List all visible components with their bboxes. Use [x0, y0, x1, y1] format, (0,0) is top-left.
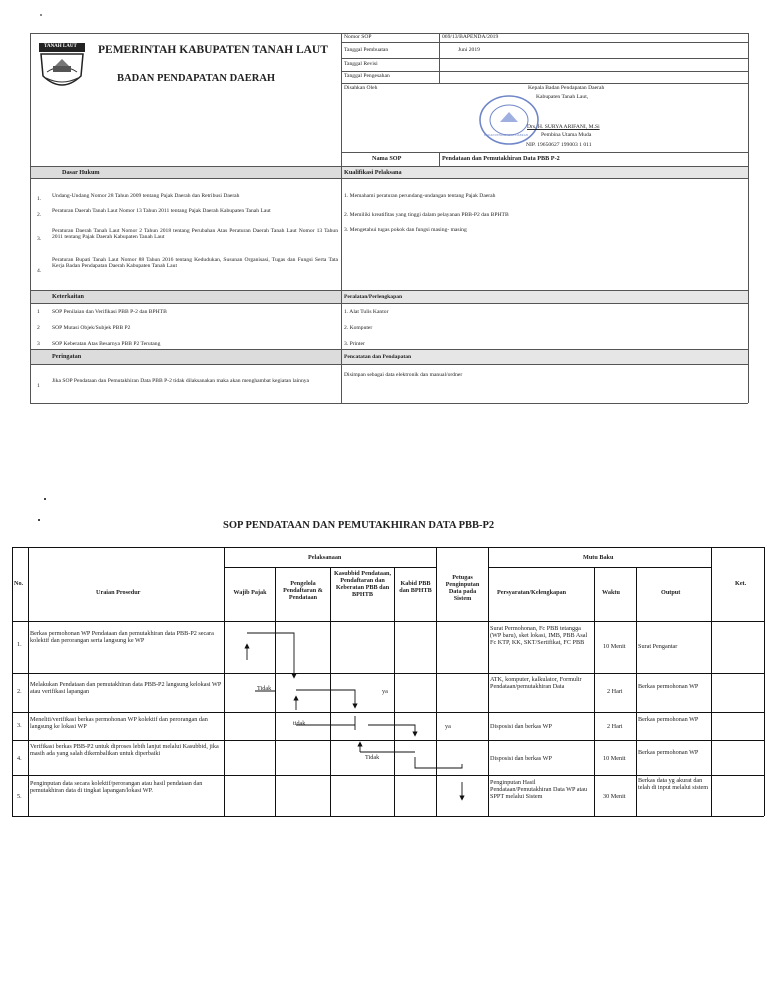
flow-label-ya: ya — [382, 688, 388, 695]
row-waktu: 2 Hari — [607, 688, 623, 695]
dasar-hukum-label: Dasar Hukum — [62, 169, 100, 176]
procedure-title: SOP PENDATAAN DAN PEMUTAKHIRAN DATA PBB-P2 — [223, 520, 495, 531]
flow-arrow — [368, 725, 415, 734]
row-output: Berkas permohonan WP — [638, 716, 699, 723]
peringatan-no: 1 — [37, 383, 40, 389]
row-waktu: 2 Hari — [607, 723, 623, 730]
peringatan-label: Peringatan — [52, 353, 82, 360]
tgl-pembuatan-value: Juni 2019 — [458, 47, 480, 53]
signer-name: Drs. H. SURYA ARIFANI, M.Si — [527, 124, 600, 130]
pencatatan-item: Disimpan sebagai data elektronik dan manual/ordner — [344, 372, 463, 378]
flow-label-tidak: Tidak — [365, 754, 380, 761]
row-uraian: Meneliti/verifikasi berkas permohonan WP kolektif dan perorangan dan langsung ke lokasi WP — [30, 716, 208, 731]
row-waktu: 10 Menit — [603, 643, 626, 650]
header-wajib-pajak: Wajib Pajak — [233, 589, 267, 596]
header-kabid: Kabid PBB dan BPHTB — [399, 580, 432, 595]
row-no: 4. — [17, 755, 22, 762]
header-no: No. — [14, 580, 24, 587]
agency-title: BADAN PENDAPATAN DAERAH — [117, 73, 276, 84]
flow-arrow — [296, 690, 355, 706]
row-no: 2. — [17, 688, 22, 695]
flow-arrow — [415, 757, 462, 768]
signer-title-1: Kepala Badan Pendapatan Daerah — [528, 85, 605, 91]
peralatan-item: 1. Alat Tulis Kantor — [344, 309, 389, 315]
row-output: Berkas permohonan WP — [638, 683, 699, 690]
header-output: Output — [661, 589, 681, 596]
nama-sop-label: Nama SOP — [372, 155, 402, 162]
row-waktu: 10 Menit — [603, 755, 626, 762]
peralatan-item: 3. Printer — [344, 341, 365, 347]
flow-label-tidak: tidak — [293, 720, 306, 727]
row-persyaratan: Penginputan Hasil Pendataan/Pemutakhiran Data WP atau SPPT melalui Sistem — [490, 779, 588, 801]
row-output: Surat Pengantar — [638, 643, 678, 650]
row-persyaratan: Surat Permohonan, Fc PBB tetangga (WP baru), sket lokasi, IMB, PBB Asal Fc KTP, KK, SKT/Sertifikat, FC PBB — [490, 625, 588, 647]
peringatan-item: Jika SOP Pendataan dan Pemutakhiran Data PBB P-2 tidak dilaksanakan maka akan menghambat kegiatan lainnya — [52, 378, 310, 384]
row-output: Berkas data yg akurat dan telah di input melalui sistem — [638, 777, 709, 792]
kualifikasi-item: 2. Memiliki kreatifitas yang tinggi dalam pelayanan PBB-P2 dan BPHTB — [344, 212, 509, 218]
nomor-value: 069/13/BAPENDA/2019 — [442, 34, 499, 40]
flow-label-ya: ya — [445, 723, 451, 730]
dasar-hukum-item: Peraturan Daerah Tanah Laut Nomor 2 Tahun 2018 tentang Perubahan Atas Peraturan Daerah Tanah Laut Nomor 13 Tahun 2011 tentang Pajak Daerah Kabupaten Tanah Laut — [52, 228, 338, 241]
nama-sop-value: Pendataan dan Pemutakhiran Data PBB P-2 — [442, 155, 560, 162]
dasar-hukum-no: 4. — [37, 268, 42, 274]
signer-nip: NIP. 19650627 199003 1 011 — [526, 142, 592, 148]
row-no: 1. — [17, 641, 22, 648]
row-uraian: Melakukan Pendataan dan pemutakhiran data PBB-P2 langsung kelokasi WP atau verifikasi lapangan — [30, 681, 222, 696]
pencatatan-label: Pencatatan dan Pendapatan — [344, 354, 412, 360]
header-uraian: Uraian Prosedur — [96, 589, 141, 596]
row-uraian: Penginputan data secara kolektif/perorangan atau hasil pendataan dan pemutakhiran data di tingkat lapangan/lokasi WP. — [30, 780, 203, 795]
row-no: 5. — [17, 793, 22, 800]
tgl-pembuatan-label: Tanggal Pembuatan — [344, 47, 389, 53]
dasar-hukum-item: Peraturan Bupati Tanah Laut Nomor 88 Tahun 2016 tentang Kedudukan, Susunan Organisasi, Tugas dan Fungsi Serta Tata Kerja Badan Pendapatan Daerah Kabupaten Tanah Laut — [52, 257, 338, 270]
row-persyaratan: ATK, komputer, kalkulator, Formulir Pendataan/pemutakhiran Data — [490, 676, 582, 691]
tgl-pengesahan-label: Tanggal Pengesahan — [344, 73, 390, 79]
keterkaitan-item: SOP Mutasi Objek/Subjek PBB P2 — [52, 325, 131, 331]
keterkaitan-no: 2 — [37, 325, 40, 331]
stamp-text: BADAN PENDAPATAN DAERAH — [484, 133, 528, 137]
gov-title: PEMERINTAH KABUPATEN TANAH LAUT — [98, 44, 328, 56]
dasar-hukum-item: Undang-Undang Nomor 28 Tahun 2009 tentang Pajak Daerah dan Retribusi Daerah — [52, 193, 240, 199]
row-persyaratan: Disposisi dan berkas WP — [490, 755, 552, 762]
header-pelaksanaan: Pelaksanaan — [308, 554, 342, 561]
flow-label-tidak: Tidak — [257, 685, 272, 692]
kualifikasi-label: Kualifikasi Pelaksana — [344, 169, 402, 176]
disahkan-label: Disahkan Oleh — [344, 85, 378, 91]
keterkaitan-item: SOP Penilaian dan Verifikasi PBB P-2 dan BPHTB — [52, 309, 167, 315]
logo-text: TANAH LAUT — [44, 44, 77, 49]
dasar-hukum-no: 3. — [37, 236, 42, 242]
keterkaitan-label: Keterkaitan — [52, 293, 84, 300]
tgl-revisi-label: Tanggal Revisi — [344, 61, 378, 67]
kualifikasi-item: 3. Mengetahui tugas pokok dan fungsi masing- masing — [344, 227, 467, 233]
row-persyaratan: Disposisi dan berkas WP — [490, 723, 552, 730]
keterkaitan-item: SOP Keberatan Atas Besarnya PBB P2 Terutang — [52, 341, 161, 347]
header-waktu: Waktu — [602, 589, 620, 596]
row-uraian: Berkas permohonan WP Pendataan dan pemutakhiran data PBB-P2 secara kolektif dan perorangan serta langsung ke WP — [30, 630, 214, 645]
row-waktu: 30 Menit — [603, 793, 626, 800]
header-persyaratan: Persyaratan/Kelengkapan — [497, 589, 567, 596]
flow-arrow — [247, 633, 294, 676]
peralatan-item: 2. Komputer — [344, 325, 373, 331]
header-pengelola: Pengelola Pendaftaran & Pendataan — [283, 580, 323, 602]
keterkaitan-no: 1 — [37, 309, 40, 315]
kualifikasi-item: 1. Memahami peraturan perundang-undangan tentang Pajak Daerah — [344, 193, 496, 199]
header-petugas: Petugas Penginputan Data pada Sistem — [445, 574, 480, 603]
dasar-hukum-no: 1. — [37, 196, 42, 202]
row-output: Berkas permohonan WP — [638, 749, 699, 756]
dasar-hukum-item: Peraturan Daerah Tanah Laut Nomor 13 Tahun 2011 tentang Pajak Daerah Kabupaten Tanah Laut — [52, 208, 271, 214]
dasar-hukum-no: 2. — [37, 212, 42, 218]
row-uraian: Verifikasi berkas PBB-P2 untuk diproses lebih lanjut melalui Kasubbid, jika masih ada yang salah dikembalikan untuk diperbaiki — [30, 743, 219, 758]
header-mutu-baku: Mutu Baku — [583, 554, 614, 561]
header-kasubbid: Kasubbid Pendataan, Pendaftaran dan Keberatan PBB dan BPHTB — [333, 570, 392, 599]
signer-title-2: Kabupaten Tanah Laut, — [536, 94, 589, 100]
nomor-label: Nomor SOP — [344, 34, 372, 40]
peralatan-label: Peralatan/Perlengkapan — [344, 294, 403, 300]
header-ket: Ket. — [735, 580, 747, 587]
signer-rank: Pembina Utama Muda — [541, 132, 592, 138]
keterkaitan-no: 3 — [37, 341, 40, 347]
row-no: 3. — [17, 722, 22, 729]
